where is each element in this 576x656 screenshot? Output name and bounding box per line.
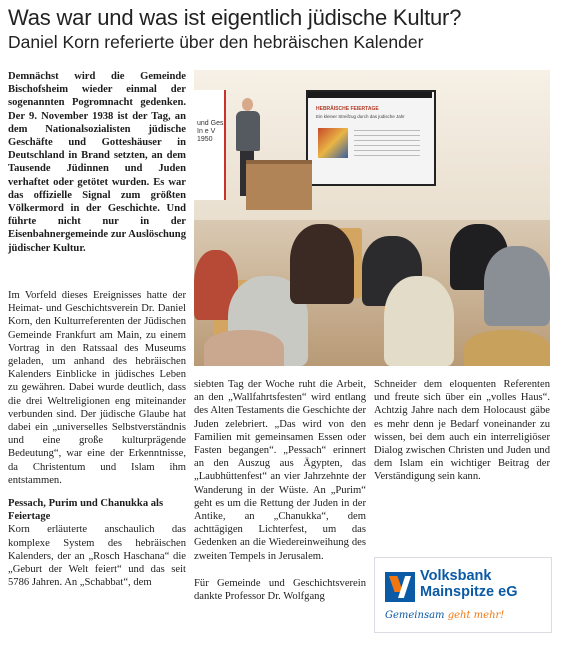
audience-member [464, 330, 550, 366]
volksbank-logo-icon [385, 572, 415, 602]
article-headline: Was war und was ist eigentlich jüdische Kultur? [8, 5, 462, 30]
lead-paragraph: Demnächst wird die Gemeinde Bischofsheim wieder einmal der sogenannten Pogromnacht gedenken. Der 9. November 1938 ist der Tag, an dem Nationalsozialisten jüdische Geschäfte und Gotteshäuser in Deutschland in Brand setzten, an dem Tausende Jüdinnen und Juden verhaftet oder getötet wurden. Es war das offizielle Signal zum größten Völkermord in der Geschichte. Und führte nicht nur in der Eisenbahnergemeinde zur Auslöschung jüdischer Kultur. [8, 71, 186, 254]
article-lead [8, 70, 186, 255]
audience-member [290, 224, 354, 304]
article-body-column-2 [194, 378, 366, 603]
article-body-column-3 [374, 378, 550, 484]
screen-subtitle: Ein kleiner Streifzug durch das jüdische Jahr [316, 114, 405, 119]
volksbank-ad [374, 557, 552, 633]
speaker-torso [236, 111, 260, 151]
screen-title: HEBRÄISCHE FEIERTAGE [316, 106, 379, 112]
audience [194, 180, 550, 366]
body-paragraph-2-end: siebten Tag der Woche ruht die Arbeit, an den „Wallfahrtsfesten“ wird entlang des Alten Testaments die Geschichte der Juden zelebriert. „Das wird von den Familien mit gemeinsamen Essen oder Fasten begangen“. „Pessach“ erinnert an den Auszug aus Ägypten, das „Laubhüttenfest“ an vier Jahrzehnte der Wanderung in der Wüste. An „Purim“ geht es um die Rettung der Juden in der Antike, an „Chanukka“, dem achttägigen Lichterfest, um das Gedenken an die Wiedereinweihung des zweiten Tempels in Jerusalem. [194, 379, 366, 562]
body-paragraph-1: Im Vorfeld dieses Ereignisses hatte der Heimat- und Geschichtsverein Dr. Daniel Korn, den Kulturreferenten der Jüdischen Gemeinde Frankfurt am Main, zu einem Vortrag in den Ratssaal des Museums geladen, um anhand des hebräischen Kalenders Einblicke in jüdisches Leben zu gewähren. Dabei wurde deutlich, dass die drei Weltreligionen eng miteinander verbunden sind. Der jüdische Glaube hat dabei ein „universelles Selbstverständnis und eine große kulturprägende Bedeutung“, war eine der Erkenntnisse, da Christentum und Islam ihm entstammen. [8, 290, 186, 486]
body-paragraph-3-end: Schneider dem eloquenten Referenten und freute sich über ein „volles Haus“. Achtzig Jahre nach dem Holocaust gäbe es mehr denn je Bedarf voneinander zu wissen, bei dem auch ein interreligiöser Dialog zwischen Christen und Juden und dem Islam ein wichtiger Beitrag der Verständigung sein kann. [374, 379, 550, 483]
banner-text: und Ges In e V 1950 [197, 120, 224, 143]
screen-strip [308, 92, 432, 98]
article-subheadline: Daniel Korn referierte über den hebräischen Kalender [8, 32, 424, 52]
event-photo [194, 70, 550, 366]
bank-name [420, 569, 548, 600]
bank-slogan [385, 610, 545, 621]
audience-member [484, 246, 550, 326]
article-subhead: Pessach, Purim und Chanukka als Feiertage [8, 498, 164, 523]
bank-name-line-2: Mainspitze eG [420, 583, 518, 600]
speaker-head [242, 98, 253, 111]
audience-member [204, 330, 284, 366]
body-paragraph-3-start: Für Gemeinde und Geschichtsverein dankte Professor Dr. Wolfgang [194, 577, 366, 603]
audience-member [384, 276, 454, 366]
bank-name-line-1: Volksbank [420, 568, 492, 584]
slogan-part-1: Gemeinsam [385, 610, 445, 621]
article-body-column-1 [8, 289, 186, 589]
screen-picture [318, 128, 348, 158]
body-paragraph-2-start: Korn erläuterte anschaulich das komplexe System des hebräischen Kalenders, der an „Rosch Haschana“ die „Geburt der Welt feiert“ und das seit 5786 Jahren. An „Schabbat“, dem [8, 524, 186, 589]
screen-text-lines [354, 130, 420, 158]
projection-screen [306, 90, 436, 186]
slogan-part-2: geht mehr! [447, 610, 505, 621]
